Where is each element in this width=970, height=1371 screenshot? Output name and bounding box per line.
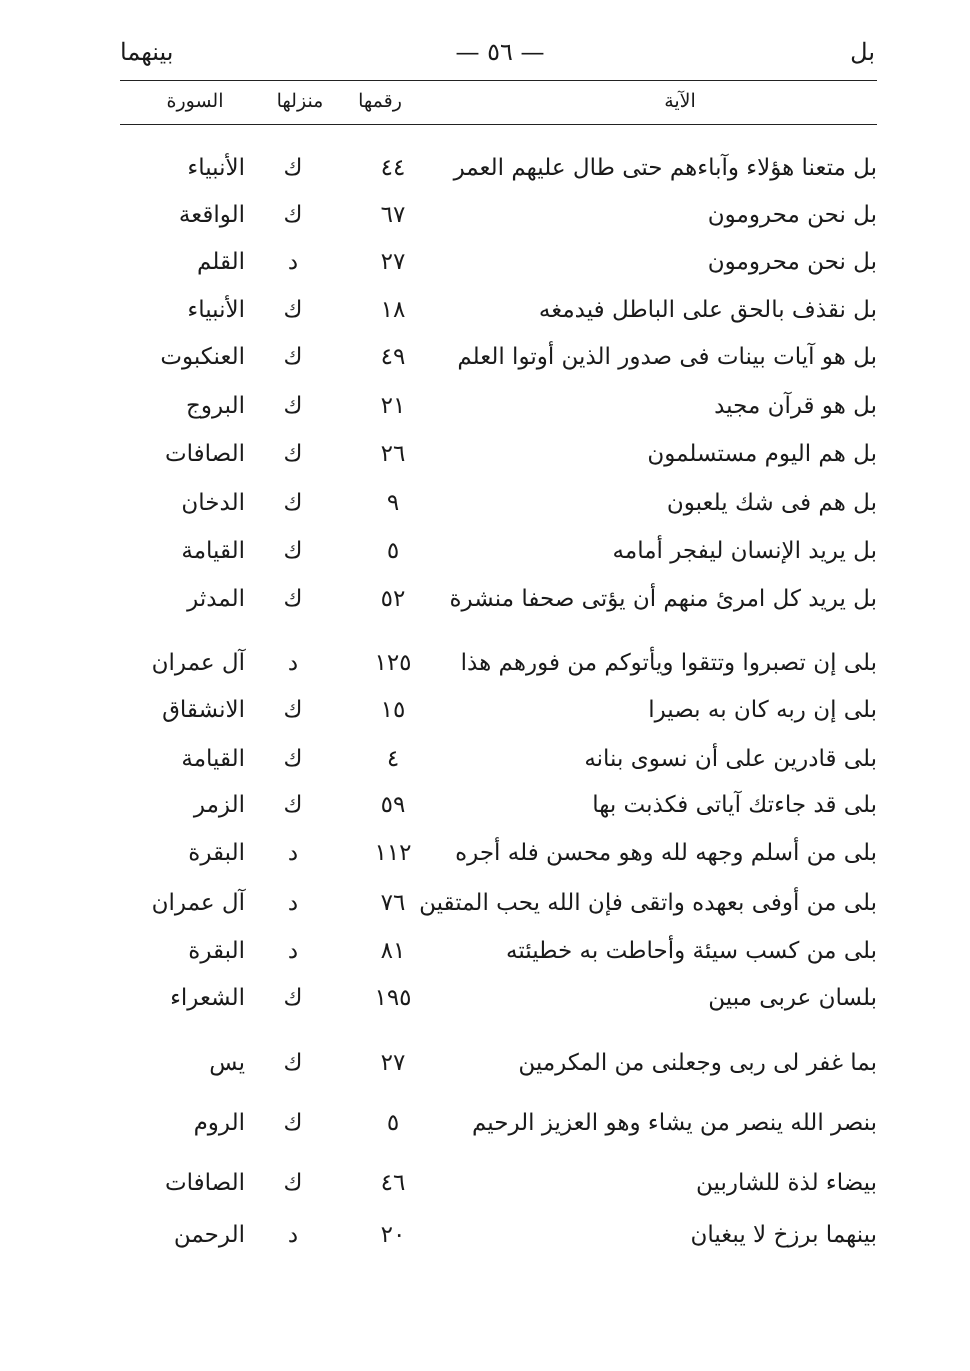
surah-name: البقرة — [188, 938, 245, 964]
verse-number: ٤٩ — [380, 344, 406, 370]
revelation-place: ك — [283, 297, 303, 323]
surah-name: القلم — [197, 249, 245, 275]
header-last-word: بينهما — [120, 38, 174, 66]
verse-number: ١١٢ — [374, 840, 412, 866]
verse-number: ١٥ — [380, 697, 406, 723]
table-row — [120, 538, 877, 582]
revelation-place: ك — [283, 441, 303, 467]
verse-text: بل هم فى شك يلعبون — [666, 490, 877, 516]
surah-name: الصافات — [164, 441, 245, 467]
column-header-number: رقمها — [358, 90, 402, 112]
surah-name: الدخان — [181, 490, 245, 516]
verse-number: ٥ — [386, 1110, 400, 1136]
verse-number: ١٩٥ — [374, 985, 412, 1011]
surah-name: الشعراء — [170, 985, 245, 1011]
verse-text: بل متعنا هؤلاء وآباءهم حتى طال عليهم العمر — [453, 155, 877, 181]
revelation-place: ك — [283, 393, 303, 419]
revelation-place: ك — [283, 538, 303, 564]
table-row — [120, 155, 877, 199]
verse-number: ٢٠ — [380, 1222, 406, 1248]
column-header-rule — [120, 124, 877, 125]
table-row — [120, 650, 877, 694]
verse-number: ٤٤ — [380, 155, 406, 181]
verse-text: بلى إن تصبروا وتتقوا ويأتوكم من فورهم هذا — [460, 650, 877, 676]
surah-name: البروج — [186, 393, 245, 419]
table-row — [120, 792, 877, 836]
verse-text: بل يريد كل امرئ منهم أن يؤتى صحفا منشرة — [449, 586, 877, 612]
revelation-place: ك — [283, 586, 303, 612]
surah-name: آل عمران — [151, 890, 245, 916]
page-number: — ٥٦ — — [455, 38, 545, 66]
verse-number: ٥٩ — [380, 792, 406, 818]
revelation-place: د — [287, 650, 299, 676]
verse-number: ١٢٥ — [374, 650, 412, 676]
verse-number: ٢٧ — [380, 1050, 406, 1076]
table-row — [120, 1170, 877, 1214]
verse-text: بيضاء لذة للشاربين — [696, 1170, 877, 1196]
verse-text: بل نقذف بالحق على الباطل فيدمغه — [538, 297, 877, 323]
revelation-place: ك — [283, 490, 303, 516]
verse-text: بلى قد جاءتك آياتى فكذبت بها — [592, 792, 877, 818]
table-row — [120, 586, 877, 630]
verse-text: بل نحن محرومون — [707, 202, 877, 228]
table-row — [120, 890, 877, 934]
revelation-place: ك — [283, 985, 303, 1011]
table-row — [120, 938, 877, 982]
revelation-place: ك — [283, 344, 303, 370]
surah-name: آل عمران — [151, 650, 245, 676]
verse-text: بلى قادرين على أن نسوى بنانه — [584, 746, 877, 772]
table-row — [120, 985, 877, 1029]
table-row — [120, 344, 877, 388]
verse-number: ٢٦ — [380, 441, 406, 467]
surah-name: القيامة — [181, 538, 245, 564]
verse-text: بلسان عربى مبين — [708, 985, 877, 1011]
table-row — [120, 202, 877, 246]
verse-text: بلى من كسب سيئة وأحاطت به خطيئته — [506, 938, 877, 964]
revelation-place: د — [287, 1222, 299, 1248]
surah-name: العنكبوت — [160, 344, 245, 370]
table-row — [120, 249, 877, 293]
verse-number: ٨١ — [380, 938, 406, 964]
verse-text: بنصر الله ينصر من يشاء وهو العزيز الرحيم — [472, 1110, 877, 1136]
verse-text: بل هم اليوم مستسلمون — [647, 441, 877, 467]
header-rule — [120, 80, 877, 81]
verse-number: ٤ — [386, 746, 400, 772]
surah-name: الانشقاق — [162, 697, 245, 723]
verse-number: ١٨ — [380, 297, 406, 323]
verse-text: بلى من أسلم وجهه لله وهو محسن فله أجره — [455, 840, 877, 866]
table-row — [120, 490, 877, 534]
verse-text: بلى إن ربه كان به بصيرا — [648, 697, 877, 723]
revelation-place: د — [287, 840, 299, 866]
verse-number: ٦٧ — [380, 202, 406, 228]
revelation-place: ك — [283, 202, 303, 228]
table-row — [120, 393, 877, 437]
surah-name: الواقعة — [178, 202, 245, 228]
table-row — [120, 441, 877, 485]
verse-number: ٧٦ — [380, 890, 406, 916]
surah-name: الروم — [193, 1110, 245, 1136]
verse-text: بينهما برزخ لا يبغيان — [690, 1222, 877, 1248]
surah-name: البقرة — [188, 840, 245, 866]
surah-name: المدثر — [187, 586, 245, 612]
surah-name: يس — [209, 1050, 245, 1076]
verse-text: بل يريد الإنسان ليفجر أمامه — [612, 538, 877, 564]
revelation-place: د — [287, 938, 299, 964]
verse-number: ٢١ — [380, 393, 406, 419]
header-first-word: بل — [850, 38, 875, 66]
surah-name: الأنبياء — [187, 297, 245, 323]
surah-name: الزمر — [193, 792, 245, 818]
column-header-revelation: منزلها — [276, 90, 324, 112]
verse-text: بما غفر لى ربى وجعلنى من المكرمين — [518, 1050, 877, 1076]
table-row — [120, 746, 877, 790]
revelation-place: ك — [283, 1050, 303, 1076]
table-row — [120, 1050, 877, 1094]
verse-text: بلى من أوفى بعهده واتقى فإن الله يحب المتقين — [419, 890, 877, 916]
table-row — [120, 297, 877, 341]
table-row — [120, 697, 877, 741]
verse-text: بل هو آيات بينات فى صدور الذين أوتوا العلم — [457, 344, 877, 370]
surah-name: القيامة — [181, 746, 245, 772]
table-row — [120, 1110, 877, 1154]
verse-number: ٩ — [386, 490, 400, 516]
table-row — [120, 840, 877, 884]
verse-number: ٥٢ — [380, 586, 406, 612]
surah-name: الرحمن — [173, 1222, 245, 1248]
verse-text: بل هو قرآن مجيد — [714, 393, 877, 419]
verse-number: ٢٧ — [380, 249, 406, 275]
surah-name: الصافات — [164, 1170, 245, 1196]
column-header-verse: الآية — [664, 90, 696, 112]
revelation-place: ك — [283, 1110, 303, 1136]
revelation-place: ك — [283, 792, 303, 818]
verse-number: ٤٦ — [380, 1170, 406, 1196]
revelation-place: ك — [283, 155, 303, 181]
column-header-surah: السورة — [166, 90, 224, 112]
verse-text: بل نحن محرومون — [707, 249, 877, 275]
revelation-place: ك — [283, 697, 303, 723]
revelation-place: د — [287, 249, 299, 275]
surah-name: الأنبياء — [187, 155, 245, 181]
verse-number: ٥ — [386, 538, 400, 564]
table-row — [120, 1222, 877, 1266]
revelation-place: ك — [283, 1170, 303, 1196]
revelation-place: ك — [283, 746, 303, 772]
revelation-place: د — [287, 890, 299, 916]
